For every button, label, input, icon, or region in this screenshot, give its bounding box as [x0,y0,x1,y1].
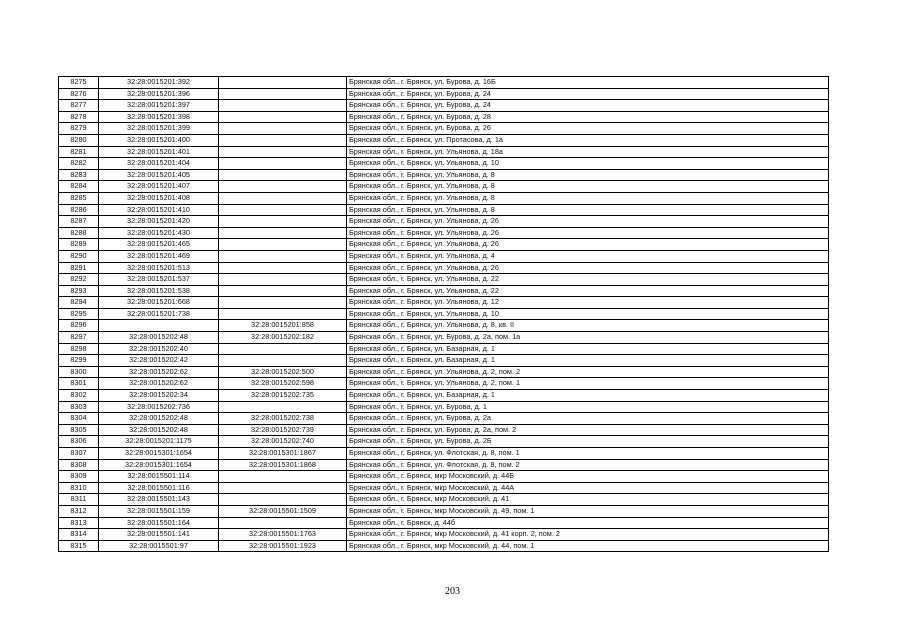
address-cell: Брянская обл., г. Брянск, ул. Базарная, д. 1 [347,343,829,355]
table-row [59,378,829,390]
cadastral-number-cell: 32:28:0015202:736 [99,401,219,413]
cadastral-number-cell: 32:28:0015201:400 [99,134,219,146]
address-cell: Брянская обл., г. Брянск, ул. Бурова, д. 28 [347,111,829,123]
table-row [59,77,829,89]
cadastral-number-cell: 32:28:0015202:48 [99,413,219,425]
address-cell: Брянская обл., г. Брянск, ул. Бурова, д. 16Б [347,77,829,89]
table-row [59,424,829,436]
cadastral-number-cell: 32:28:0015201:392 [99,77,219,89]
cadastral-number-cell: 32:28:0015202:40 [99,343,219,355]
row-number-cell: 8280 [59,134,99,146]
address-cell: Брянская обл., г. Брянск, ул. Ульянова, д. 10 [347,158,829,170]
address-cell: Брянская обл., г. Брянск, ул. Ульянова, д. 26 [347,227,829,239]
related-cadastral-number-cell [219,250,347,262]
table-row [59,250,829,262]
cadastral-number-cell: 32:28:0015201:408 [99,192,219,204]
row-number-cell: 8281 [59,146,99,158]
row-number-cell: 8304 [59,413,99,425]
address-cell: Брянская обл., г. Брянск, ул. Бурова, д. 2а, пом. 1а [347,332,829,344]
address-cell: Брянская обл., г. Брянск, ул. Бурова, д. 2Б [347,436,829,448]
address-cell: Брянская обл., г. Брянск, ул. Базарная, д. 1 [347,390,829,402]
table-row [59,123,829,135]
table-row [59,320,829,332]
row-number-cell: 8297 [59,332,99,344]
cadastral-number-cell: 32:28:0015202:62 [99,378,219,390]
related-cadastral-number-cell [219,355,347,367]
address-cell: Брянская обл., г. Брянск, ул. Ульянова, д. 10 [347,308,829,320]
row-number-cell: 8300 [59,366,99,378]
address-cell: Брянская обл., г. Брянск, ул. Ульянова, д. 26 [347,239,829,251]
row-number-cell: 8283 [59,169,99,181]
cadastral-number-cell: 32:28:0015501:114 [99,471,219,483]
row-number-cell: 8313 [59,517,99,529]
address-cell: Брянская обл., г. Брянск, ул. Ульянова, д. 8, кв. II [347,320,829,332]
related-cadastral-number-cell [219,146,347,158]
table-row [59,448,829,460]
related-cadastral-number-cell: 32:28:0015301:1868 [219,459,347,471]
table-row [59,494,829,506]
related-cadastral-number-cell [219,192,347,204]
row-number-cell: 8279 [59,123,99,135]
related-cadastral-number-cell [219,227,347,239]
related-cadastral-number-cell [219,239,347,251]
cadastral-number-cell: 32:28:0015501:116 [99,482,219,494]
table-row [59,505,829,517]
row-number-cell: 8296 [59,320,99,332]
row-number-cell: 8307 [59,448,99,460]
related-cadastral-number-cell [219,158,347,170]
table-row [59,401,829,413]
row-number-cell: 8298 [59,343,99,355]
table-row [59,239,829,251]
table-row [59,413,829,425]
table-row [59,355,829,367]
related-cadastral-number-cell: 32:28:0015202:182 [219,332,347,344]
address-cell: Брянская обл., г. Брянск, ул. Ульянова, д. 2, пом. 2 [347,366,829,378]
cadastral-number-cell: 32:28:0015501:159 [99,505,219,517]
registry-table [58,76,829,552]
table-row [59,227,829,239]
table-row [59,169,829,181]
table-row [59,88,829,100]
cadastral-number-cell: 32:28:0015301:1654 [99,459,219,471]
row-number-cell: 8301 [59,378,99,390]
table-row [59,540,829,552]
registry-table-body [59,77,829,552]
row-number-cell: 8303 [59,401,99,413]
address-cell: Брянская обл., г. Брянск, ул. Бурова, д. 2а [347,413,829,425]
page-number: 203 [445,586,460,597]
address-cell: Брянская обл., г. Брянск, ул. Ульянова, д. 4 [347,250,829,262]
cadastral-number-cell: 32:28:0015201:404 [99,158,219,170]
address-cell: Брянская обл., г. Брянск, ул. Ульянова, д. 8 [347,181,829,193]
table-row [59,111,829,123]
address-cell: Брянская обл., г. Брянск, мкр Московский, д. 44Б [347,471,829,483]
address-cell: Брянская обл., г. Брянск, ул. Ульянова, д. 8 [347,169,829,181]
related-cadastral-number-cell: 32:28:0015202:735 [219,390,347,402]
row-number-cell: 8288 [59,227,99,239]
cadastral-number-cell: 32:28:0015202:62 [99,366,219,378]
cadastral-number-cell: 32:28:0015202:48 [99,332,219,344]
table-row [59,274,829,286]
address-cell: Брянская обл., г. Брянск, ул. Бурова, д. 1 [347,401,829,413]
related-cadastral-number-cell [219,204,347,216]
related-cadastral-number-cell: 32:28:0015201:858 [219,320,347,332]
cadastral-number-cell: 32:28:0015201:1175 [99,436,219,448]
table-row [59,459,829,471]
related-cadastral-number-cell: 32:28:0015202:500 [219,366,347,378]
row-number-cell: 8309 [59,471,99,483]
table-row [59,308,829,320]
table-row [59,482,829,494]
row-number-cell: 8294 [59,297,99,309]
address-cell: Брянская обл., г. Брянск, ул. Ульянова, д. 8 [347,192,829,204]
row-number-cell: 8311 [59,494,99,506]
cadastral-number-cell [99,320,219,332]
cadastral-number-cell: 32:28:0015201:405 [99,169,219,181]
table-row [59,158,829,170]
address-cell: Брянская обл., г. Брянск, ул. Флотская, д. 8, пом. 2 [347,459,829,471]
row-number-cell: 8306 [59,436,99,448]
address-cell: Брянская обл., г. Брянск, ул. Ульянова, д. 12 [347,297,829,309]
row-number-cell: 8308 [59,459,99,471]
related-cadastral-number-cell: 32:28:0015501:1763 [219,529,347,541]
related-cadastral-number-cell [219,100,347,112]
related-cadastral-number-cell [219,471,347,483]
address-cell: Брянская обл., г. Брянск, мкр Московский, д. 49, пом. 1 [347,505,829,517]
table-row [59,285,829,297]
address-cell: Брянская обл., г. Брянск, ул. Ульянова, д. 22 [347,274,829,286]
address-cell: Брянская обл., г. Брянск, ул. Флотская, д. 8, пом. 1 [347,448,829,460]
table-row [59,366,829,378]
row-number-cell: 8287 [59,216,99,228]
related-cadastral-number-cell [219,262,347,274]
cadastral-number-cell: 32:28:0015501:143 [99,494,219,506]
cadastral-number-cell: 32:28:0015202:48 [99,424,219,436]
related-cadastral-number-cell [219,343,347,355]
cadastral-number-cell: 32:28:0015501:141 [99,529,219,541]
address-cell: Брянская обл., г. Брянск, мкр Московский, д. 41 [347,494,829,506]
table-row [59,146,829,158]
cadastral-number-cell: 32:28:0015201:407 [99,181,219,193]
address-cell: Брянская обл., г. Брянск, ул. Бурова, д. 24 [347,88,829,100]
cadastral-number-cell: 32:28:0015202:42 [99,355,219,367]
cadastral-number-cell: 32:28:0015201:513 [99,262,219,274]
related-cadastral-number-cell [219,401,347,413]
row-number-cell: 8295 [59,308,99,320]
address-cell: Брянская обл., г. Брянск, ул. Ульянова, д. 2, пом. 1 [347,378,829,390]
related-cadastral-number-cell [219,216,347,228]
address-cell: Брянская обл., г. Брянск, ул. Бурова, д. 24 [347,100,829,112]
row-number-cell: 8289 [59,239,99,251]
table-row [59,297,829,309]
row-number-cell: 8285 [59,192,99,204]
related-cadastral-number-cell [219,123,347,135]
row-number-cell: 8291 [59,262,99,274]
related-cadastral-number-cell [219,88,347,100]
address-cell: Брянская обл., г. Брянск, ул. Ульянова, д. 26 [347,216,829,228]
row-number-cell: 8305 [59,424,99,436]
table-row [59,517,829,529]
related-cadastral-number-cell: 32:28:0015301:1867 [219,448,347,460]
cadastral-number-cell: 32:28:0015501:97 [99,540,219,552]
address-cell: Брянская обл., г. Брянск, ул. Базарная, д. 1 [347,355,829,367]
row-number-cell: 8299 [59,355,99,367]
cadastral-number-cell: 32:28:0015201:668 [99,297,219,309]
cadastral-number-cell: 32:28:0015201:399 [99,123,219,135]
cadastral-number-cell: 32:28:0015201:538 [99,285,219,297]
address-cell: Брянская обл., г. Брянск, ул. Ульянова, д. 18а [347,146,829,158]
row-number-cell: 8310 [59,482,99,494]
cadastral-number-cell: 32:28:0015201:398 [99,111,219,123]
table-row [59,262,829,274]
cadastral-number-cell: 32:28:0015201:420 [99,216,219,228]
related-cadastral-number-cell [219,297,347,309]
cadastral-number-cell: 32:28:0015201:738 [99,308,219,320]
address-cell: Брянская обл., г. Брянск, мкр Московский, д. 44А [347,482,829,494]
cadastral-number-cell: 32:28:0015201:465 [99,239,219,251]
related-cadastral-number-cell [219,308,347,320]
cadastral-number-cell: 32:28:0015201:469 [99,250,219,262]
row-number-cell: 8286 [59,204,99,216]
address-cell: Брянская обл., г. Брянск, мкр Московский, д. 44, пом. 1 [347,540,829,552]
cadastral-number-cell: 32:28:0015201:401 [99,146,219,158]
cadastral-number-cell: 32:28:0015201:396 [99,88,219,100]
table-row [59,216,829,228]
row-number-cell: 8314 [59,529,99,541]
related-cadastral-number-cell [219,494,347,506]
related-cadastral-number-cell: 32:28:0015202:739 [219,424,347,436]
related-cadastral-number-cell: 32:28:0015202:598 [219,378,347,390]
address-cell: Брянская обл., г. Брянск, д. 44б [347,517,829,529]
cadastral-number-cell: 32:28:0015201:430 [99,227,219,239]
related-cadastral-number-cell [219,169,347,181]
address-cell: Брянская обл., г. Брянск, ул. Ульянова, д. 22 [347,285,829,297]
row-number-cell: 8277 [59,100,99,112]
row-number-cell: 8284 [59,181,99,193]
table-row [59,390,829,402]
table-row [59,204,829,216]
related-cadastral-number-cell: 32:28:0015501:1923 [219,540,347,552]
row-number-cell: 8290 [59,250,99,262]
table-row [59,134,829,146]
address-cell: Брянская обл., г. Брянск, ул. Ульянова, д. 26 [347,262,829,274]
related-cadastral-number-cell [219,181,347,193]
address-cell: Брянская обл., г. Брянск, ул. Бурова, д. 2а, пом. 2 [347,424,829,436]
related-cadastral-number-cell [219,482,347,494]
row-number-cell: 8292 [59,274,99,286]
related-cadastral-number-cell: 32:28:0015202:738 [219,413,347,425]
row-number-cell: 8293 [59,285,99,297]
cadastral-number-cell: 32:28:0015201:410 [99,204,219,216]
related-cadastral-number-cell [219,274,347,286]
cadastral-number-cell: 32:28:0015201:397 [99,100,219,112]
table-row [59,529,829,541]
row-number-cell: 8282 [59,158,99,170]
related-cadastral-number-cell [219,285,347,297]
table-row [59,100,829,112]
cadastral-number-cell: 32:28:0015202:34 [99,390,219,402]
related-cadastral-number-cell [219,111,347,123]
row-number-cell: 8275 [59,77,99,89]
cadastral-number-cell: 32:28:0015201:537 [99,274,219,286]
related-cadastral-number-cell: 32:28:0015202:740 [219,436,347,448]
cadastral-number-cell: 32:28:0015301:1654 [99,448,219,460]
row-number-cell: 8302 [59,390,99,402]
address-cell: Брянская обл., г. Брянск, ул. Протасова, д. 1а [347,134,829,146]
related-cadastral-number-cell: 32:28:0015501:1509 [219,505,347,517]
related-cadastral-number-cell [219,134,347,146]
table-row [59,471,829,483]
address-cell: Брянская обл., г. Брянск, ул. Ульянова, д. 8 [347,204,829,216]
related-cadastral-number-cell [219,77,347,89]
row-number-cell: 8278 [59,111,99,123]
related-cadastral-number-cell [219,517,347,529]
row-number-cell: 8315 [59,540,99,552]
table-row [59,332,829,344]
row-number-cell: 8276 [59,88,99,100]
table-row [59,181,829,193]
address-cell: Брянская обл., г. Брянск, ул. Бурова, д. 26 [347,123,829,135]
cadastral-number-cell: 32:28:0015501:164 [99,517,219,529]
address-cell: Брянская обл., г. Брянск, мкр Московский, д. 41 корп. 2, пом. 2 [347,529,829,541]
table-row [59,192,829,204]
row-number-cell: 8312 [59,505,99,517]
table-row [59,343,829,355]
table-row [59,436,829,448]
